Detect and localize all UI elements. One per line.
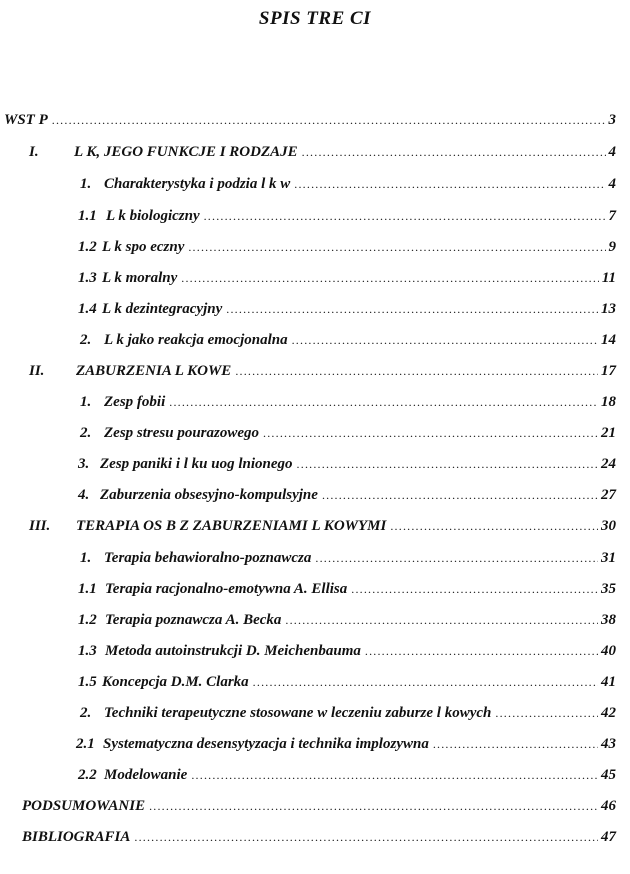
toc-chapter-number: I. — [29, 144, 39, 160]
toc-entry-label: Zesp paniki i l ku uog lnionego — [100, 456, 293, 472]
toc-section-number: 1.4 — [78, 301, 97, 317]
toc-section-number: 4. — [78, 487, 90, 503]
toc-entry-subsection-3-1-3[interactable] — [78, 642, 616, 660]
toc-page-number: 31 — [601, 550, 616, 566]
toc-entry-section-3-1[interactable] — [80, 549, 616, 567]
toc-page-number: 17 — [601, 363, 616, 379]
toc-entry-label: Terapia poznawcza A. Becka — [105, 612, 282, 628]
toc-entry-label: L k spo eczny — [102, 239, 185, 255]
toc-page-number: 46 — [601, 798, 616, 814]
toc-page-number: 14 — [601, 332, 616, 348]
toc-page-number: 21 — [601, 425, 616, 441]
toc-section-number: 1.3 — [78, 643, 97, 659]
toc-entry-label: TERAPIA OS B Z ZABURZENIAMI L KOWYMI — [76, 518, 387, 534]
toc-page-number: 38 — [601, 612, 616, 628]
toc-leader — [390, 517, 598, 535]
toc-entry-label: Terapia behawioralno-poznawcza — [104, 550, 312, 566]
toc-page-number: 3 — [608, 112, 616, 128]
toc-entry-subsection-1-2[interactable] — [78, 238, 616, 256]
toc-entry-label: ZABURZENIA L KOWE — [76, 363, 232, 379]
toc-leader — [297, 455, 598, 473]
toc-entry-label: Zesp fobii — [104, 394, 166, 410]
toc-leader — [149, 797, 598, 815]
toc-page-number: 42 — [601, 705, 616, 721]
toc-entry-chapter-3[interactable] — [29, 517, 616, 535]
toc-entry-label: Systematyczna desensytyzacja i technika implozywna — [103, 736, 429, 752]
toc-page-number: 30 — [601, 518, 616, 534]
toc-leader — [294, 175, 605, 193]
toc-section-number: 3. — [78, 456, 90, 472]
toc-entry-label: Koncepcja D.M. Clarka — [102, 674, 249, 690]
toc-page-number: 7 — [608, 208, 616, 224]
toc-leader — [235, 362, 598, 380]
toc-leader — [302, 143, 606, 161]
toc-entry-label: WST P — [4, 112, 48, 128]
toc-leader — [52, 111, 606, 129]
toc-entry-introduction[interactable] — [4, 111, 616, 129]
toc-leader — [433, 735, 598, 753]
toc-entry-bibliography[interactable] — [22, 828, 616, 846]
toc-entry-subsection-1-3[interactable] — [78, 269, 616, 287]
toc-entry-chapter-1[interactable] — [29, 143, 616, 161]
toc-entry-subsection-3-1-1[interactable] — [78, 580, 616, 598]
toc-entry-label: L k dezintegracyjny — [102, 301, 223, 317]
toc-entry-chapter-2[interactable] — [29, 362, 616, 380]
toc-entry-label: L k moralny — [102, 270, 178, 286]
toc-leader — [351, 580, 598, 598]
toc-page-number: 11 — [601, 270, 616, 286]
toc-entry-label: L k biologiczny — [106, 208, 200, 224]
toc-page-number: 47 — [601, 829, 616, 845]
toc-entry-label: BIBLIOGRAFIA — [22, 829, 131, 845]
toc-entry-label: L K, JEGO FUNKCJE I RODZAJE — [74, 144, 298, 160]
toc-page-number: 45 — [601, 767, 616, 783]
toc-section-number: 1.3 — [78, 270, 97, 286]
toc-section-number: 1.1 — [78, 581, 97, 597]
toc-section-number: 2. — [80, 705, 92, 721]
toc-entry-section-1-1[interactable] — [80, 175, 616, 193]
toc-section-number: 1.1 — [78, 208, 97, 224]
toc-page-number: 35 — [601, 581, 616, 597]
toc-page-number: 4 — [608, 176, 616, 192]
toc-section-number: 2. — [80, 425, 92, 441]
toc-entry-subsection-3-2-1[interactable] — [76, 735, 616, 753]
toc-section-number: 1.2 — [78, 239, 97, 255]
toc-entry-label: Zesp stresu pourazowego — [104, 425, 260, 441]
toc-entry-subsection-3-1-5[interactable] — [78, 673, 616, 691]
toc-entry-subsection-3-1-2[interactable] — [78, 611, 616, 629]
toc-entry-section-2-2[interactable] — [80, 424, 616, 442]
toc-section-number: 1.5 — [78, 674, 97, 690]
toc-leader — [365, 642, 598, 660]
toc-page-number: 13 — [601, 301, 616, 317]
page-title: SPIS TRE CI — [258, 8, 372, 29]
toc-page-number: 40 — [601, 643, 616, 659]
toc-chapter-number: III. — [29, 518, 51, 534]
toc-entry-label: Techniki terapeutyczne stosowane w leczeniu zaburze l kowych — [104, 705, 492, 721]
toc-entry-subsection-3-2-2[interactable] — [78, 766, 616, 784]
toc-section-number: 1. — [80, 394, 92, 410]
toc-section-number: 2.2 — [78, 767, 97, 783]
toc-entry-label: PODSUMOWANIE — [22, 798, 146, 814]
toc-entry-label: Terapia racjonalno-emotywna A. Ellisa — [105, 581, 348, 597]
toc-page-number: 18 — [601, 394, 616, 410]
toc-page-number: 41 — [601, 674, 616, 690]
toc-page-number: 9 — [608, 239, 616, 255]
toc-entry-label: Zaburzenia obsesyjno-kompulsyjne — [100, 487, 318, 503]
toc-leader — [191, 766, 598, 784]
toc-section-number: 2.1 — [76, 736, 95, 752]
toc-entry-label: L k jako reakcja emocjonalna — [104, 332, 288, 348]
toc-page-number: 43 — [601, 736, 616, 752]
toc-leader — [188, 238, 605, 256]
toc-section-number: 1.2 — [78, 612, 97, 628]
toc-leader — [322, 486, 598, 504]
toc-leader — [263, 424, 598, 442]
toc-entry-section-2-1[interactable] — [80, 393, 616, 411]
toc-leader — [253, 673, 598, 691]
toc-leader — [285, 611, 598, 629]
toc-section-number: 1. — [80, 550, 92, 566]
toc-entry-subsection-1-1[interactable] — [78, 207, 616, 225]
toc-entry-label: Charakterystyka i podzia l k w — [104, 176, 291, 192]
toc-section-number: 2. — [80, 332, 92, 348]
toc-leader — [292, 331, 598, 349]
toc-page-number: 24 — [601, 456, 616, 472]
toc-entry-label: Modelowanie — [104, 767, 188, 783]
toc-leader — [169, 393, 598, 411]
toc-entry-label: Metoda autoinstrukcji D. Meichenbauma — [105, 643, 361, 659]
toc-entry-section-2-4[interactable] — [78, 486, 616, 504]
toc-entry-section-1-2[interactable] — [80, 331, 616, 349]
toc-chapter-number: II. — [29, 363, 45, 379]
toc-leader — [204, 207, 606, 225]
toc-leader — [226, 300, 598, 318]
toc-entry-section-3-2[interactable] — [80, 704, 616, 722]
toc-leader — [181, 269, 599, 287]
toc-leader — [495, 704, 598, 722]
toc-leader — [134, 828, 598, 846]
toc-entry-subsection-1-4[interactable] — [78, 300, 616, 318]
toc-entry-section-2-3[interactable] — [78, 455, 616, 473]
toc-page-number: 27 — [601, 487, 616, 503]
toc-page-number: 4 — [608, 144, 616, 160]
toc-section-number: 1. — [80, 176, 92, 192]
toc-leader — [315, 549, 598, 567]
toc-entry-summary[interactable] — [22, 797, 616, 815]
